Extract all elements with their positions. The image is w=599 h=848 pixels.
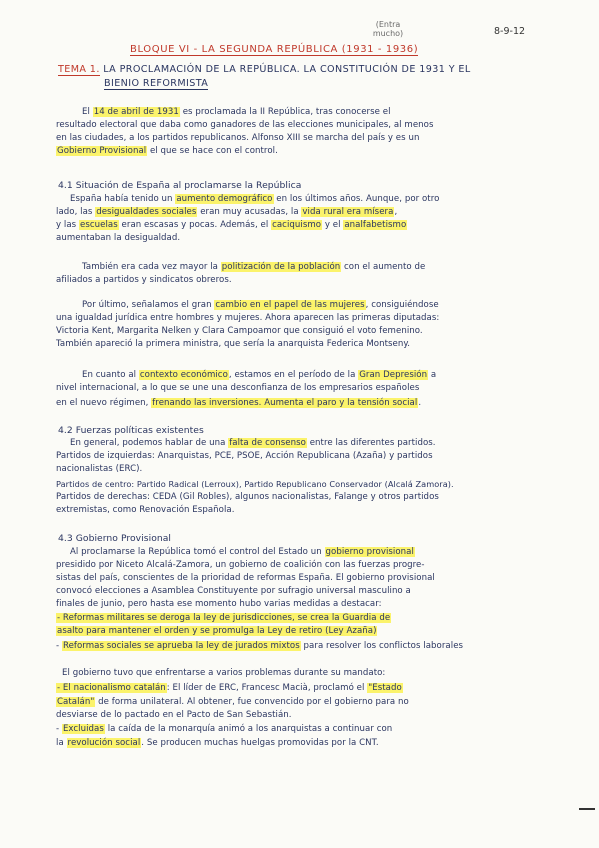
body-text: entre las diferentes partidos. <box>306 438 436 448</box>
s43-line-8 <box>56 641 463 652</box>
highlight-gobierno: Gobierno Provisional <box>57 146 147 156</box>
tema-label: TEMA 1. <box>58 64 100 75</box>
highlight: revolución social <box>67 738 141 748</box>
bloque-title-text: BLOQUE VI - LA SEGUNDA REPÚBLICA (1931 - 1936) <box>130 44 419 55</box>
body-text: También era cada vez mayor la <box>82 262 221 272</box>
intro-text: El <box>82 107 93 117</box>
s41-line-4: aumentaban la desigualdad. <box>56 233 181 243</box>
page-edge-mark <box>579 808 595 810</box>
body-text: En cuanto al <box>82 370 139 380</box>
intro-line-4 <box>56 146 278 157</box>
margin-note: (Entra mucho) <box>372 20 404 38</box>
s43-line-14 <box>56 738 379 749</box>
s42-line-2: Partidos de izquierdas: Anarquistas, PCE, PSOE, Acción Republicana (Azaña) y partidos <box>56 451 433 461</box>
s41-p2-line-1 <box>82 262 425 273</box>
highlight: Gran Depresión <box>359 370 428 380</box>
body-text: - <box>56 724 62 734</box>
s42-line-5: Partidos de derechas: CEDA (Gil Robles), algunos nacionalistas, Falange y otros partidos <box>56 492 439 502</box>
s43-line-6 <box>56 613 391 624</box>
tema-title-text-2: BIENIO REFORMISTA <box>104 78 209 89</box>
intro-line-2: resultado electoral que daba como ganadores de las elecciones municipales, al menos <box>56 120 434 130</box>
highlight: Reformas sociales se aprueba la ley de jurados mixtos <box>62 641 300 651</box>
highlight: politización de la población <box>221 262 341 272</box>
body-text: , consiguiéndose <box>365 300 439 310</box>
body-text: la <box>56 738 67 748</box>
s41-p3-line-3: Victoria Kent, Margarita Nelken y Clara Campoamor que consiguió el voto femenino. <box>56 326 423 336</box>
highlight: Catalán" <box>57 697 95 707</box>
body-text: . <box>418 398 422 408</box>
s42-line-4: Partidos de centro: Partido Radical (Lerroux), Partido Republicano Conservador (Alcalá Zamora). <box>56 479 454 489</box>
body-text: , estamos en el período de la <box>228 370 359 380</box>
s43-line-11 <box>56 697 409 708</box>
s42-line-1 <box>70 438 436 449</box>
highlight: - El nacionalismo catalán <box>57 683 166 693</box>
highlight: gobierno provisional <box>325 547 414 557</box>
highlight: aumento demográfico <box>176 194 273 204</box>
s43-line-1 <box>70 547 415 558</box>
highlight: caciquismo <box>272 220 322 230</box>
body-text: y las <box>56 220 79 230</box>
date-note: 8-9-12 <box>494 26 526 37</box>
body-text: en el nuevo régimen, <box>56 398 152 408</box>
body-text: En general, podemos hablar de una <box>70 438 229 448</box>
s41-p3-line-1 <box>82 300 439 311</box>
section-heading-4-3: 4.3 Gobierno Provisional <box>58 533 172 544</box>
s41-p3-line-4: También apareció la primera ministra, que sería la anarquista Federica Montseny. <box>56 339 411 349</box>
intro-text: es proclamada la II República, tras conocerse el <box>179 107 391 117</box>
s41-line-1 <box>70 194 439 205</box>
highlight: analfabetismo <box>344 220 407 230</box>
s43-line-4: convocó elecciones a Asamblea Constituyente por sufragio universal masculino a <box>56 586 411 596</box>
s41-p4-line-3 <box>56 398 421 409</box>
s41-line-2 <box>56 207 397 218</box>
body-text: España había tenido un <box>70 194 176 204</box>
s43-line-12: desviarse de lo pactado en el Pacto de San Sebastián. <box>56 710 292 720</box>
body-text: con el aumento de <box>341 262 426 272</box>
body-text: y el <box>322 220 344 230</box>
s43-line-3: sistas del país, conscientes de la prioridad de reformas España. El gobierno provisional <box>56 573 435 583</box>
s41-p2-line-2: afiliados a partidos y sindicatos obreros. <box>56 275 232 285</box>
s43-line-13 <box>56 724 392 735</box>
body-text: : El líder de ERC, Francesc Macià, proclamó el <box>166 683 368 693</box>
highlight: frenando las inversiones. Aumenta el paro y la tensión social <box>152 398 418 408</box>
s41-p3-line-2: una igualdad jurídica entre hombres y mujeres. Ahora aparecen las primeras diputadas: <box>56 313 440 323</box>
highlight: contexto económico <box>139 370 228 380</box>
tema-title-text-1: LA PROCLAMACIÓN DE LA REPÚBLICA. LA CONSTITUCIÓN DE 1931 Y EL <box>103 64 471 75</box>
body-text: lado, las <box>56 207 96 217</box>
body-text: a <box>428 370 437 380</box>
intro-text: el que se hace con el control. <box>147 146 278 156</box>
body-text: eran muy acusadas, la <box>197 207 302 217</box>
tema-title-line-1 <box>58 64 471 75</box>
s43-line-2: presidido por Niceto Alcalá-Zamora, un gobierno de coalición con las fuerzas progre- <box>56 560 425 570</box>
highlight: falta de consenso <box>229 438 306 448</box>
highlight: - Reformas militares se deroga la ley de jurisdicciones, se crea la Guardia de <box>57 613 391 623</box>
section-heading-4-1: 4.1 Situación de España al proclamarse la República <box>58 180 302 191</box>
s41-line-3 <box>56 220 407 231</box>
highlight: desigualdades sociales <box>96 207 197 217</box>
s42-line-3: nacionalistas (ERC). <box>56 464 143 474</box>
intro-line-1 <box>82 107 391 118</box>
body-text: - <box>56 641 62 651</box>
bloque-title <box>130 44 418 55</box>
s42-line-6: extremistas, como Renovación Española. <box>56 505 235 515</box>
s43-line-9: El gobierno tuvo que enfrentarse a varios problemas durante su mandato: <box>62 668 386 678</box>
section-heading-4-2: 4.2 Fuerzas políticas existentes <box>58 425 204 436</box>
intro-line-3: en las ciudades, a los partidos republicanos. Alfonso XIII se marcha del país y es un <box>56 133 420 143</box>
highlight-date: 14 de abril de 1931 <box>93 107 179 117</box>
highlight: escuelas <box>79 220 118 230</box>
s43-line-7 <box>56 626 377 637</box>
highlight: vida rural era mísera <box>302 207 394 217</box>
highlight: "Estado <box>368 683 402 693</box>
highlight: asalto para mantener el orden y se promulga la Ley de retiro (Ley Azaña) <box>57 626 377 636</box>
body-text: para resolver los conflictos laborales <box>300 641 464 651</box>
s41-p4-line-2: nivel internacional, a lo que se une una desconfianza de los empresarios españoles <box>56 383 420 393</box>
s41-p4-line-1 <box>82 370 436 381</box>
body-text: Al proclamarse la República tomó el control del Estado un <box>70 547 325 557</box>
body-text: , <box>394 207 398 217</box>
highlight: Excluidas <box>62 724 104 734</box>
s43-line-5: finales de junio, pero hasta ese momento hubo varias medidas a destacar: <box>56 599 382 609</box>
highlight: cambio en el papel de las mujeres <box>215 300 365 310</box>
s43-line-10 <box>56 683 403 694</box>
body-text: en los últimos años. Aunque, por otro <box>273 194 440 204</box>
body-text: . Se producen muchas huelgas promovidas por la CNT. <box>141 738 379 748</box>
body-text: la caída de la monarquía animó a los anarquistas a continuar con <box>104 724 393 734</box>
body-text: Por último, señalamos el gran <box>82 300 215 310</box>
body-text: eran escasas y pocas. Además, el <box>118 220 272 230</box>
body-text: de forma unilateral. Al obtener, fue convencido por el gobierno para no <box>95 697 409 707</box>
tema-title-line-2 <box>104 78 208 89</box>
